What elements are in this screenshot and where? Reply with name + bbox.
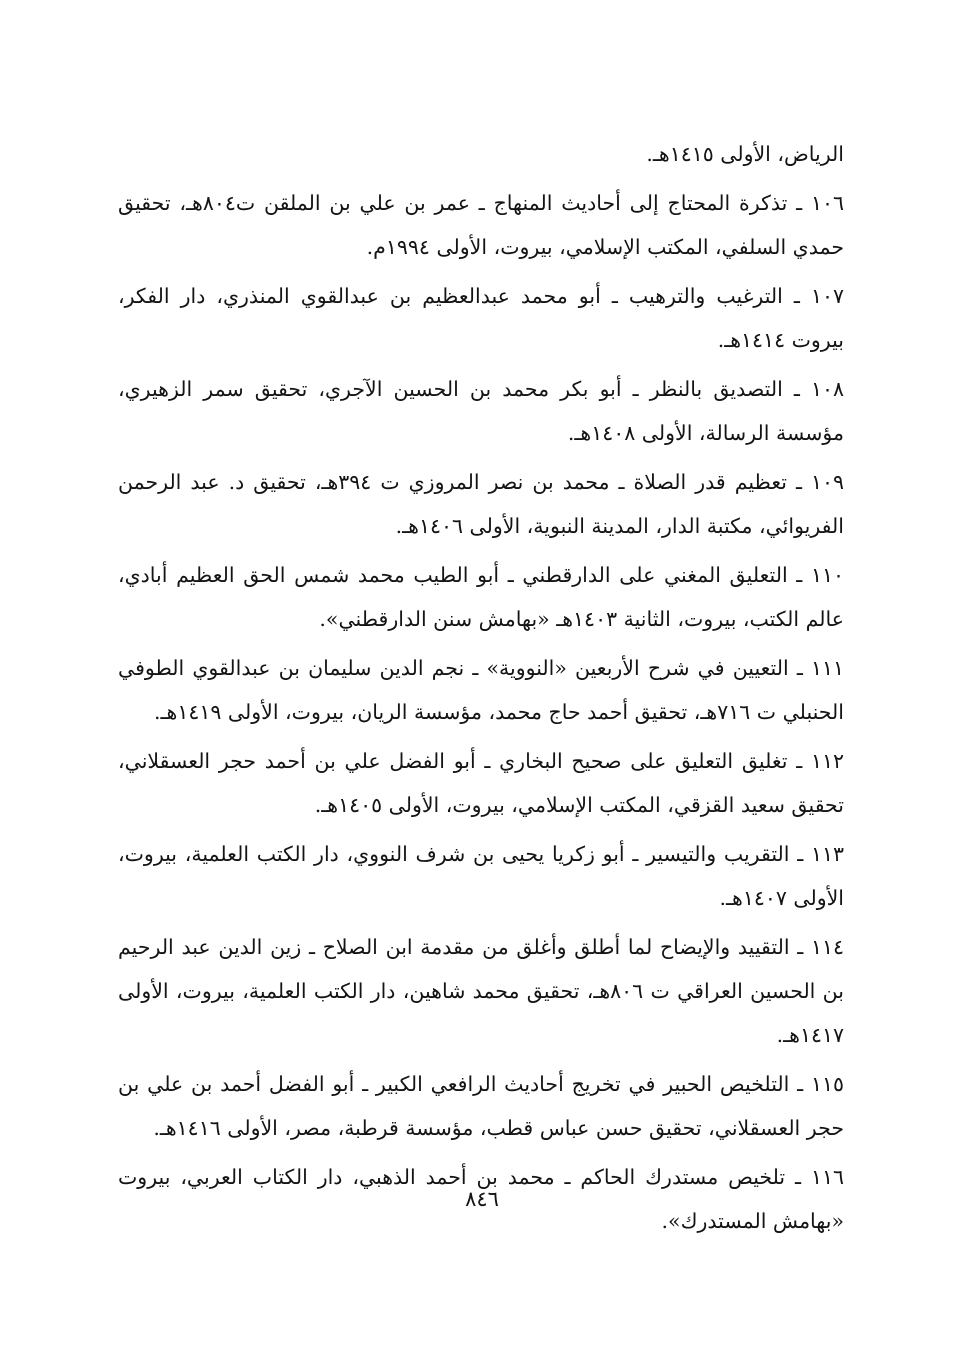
- bibliography-entry-106: [118, 181, 844, 269]
- entry-text: ١١٣ ـ التقريب والتيسير ـ أبو زكريا يحيى بن شرف النووي، دار الكتب العلمية، بيروت، الأولى ١٤٠٧هـ.: [118, 842, 844, 910]
- bibliography-entry-109: [118, 460, 844, 548]
- bibliography-entry-112: [118, 739, 844, 827]
- bibliography-entry-110: [118, 553, 844, 641]
- bibliography-entry-108: [118, 367, 844, 455]
- entry-text: ١١٠ ـ التعليق المغني على الدارقطني ـ أبو الطيب محمد شمس الحق العظيم أبادي، عالم الكتب، بيروت، الثانية ١٤٠٣هـ «بهامش سنن الدارقطني».: [118, 563, 844, 631]
- entry-text: ١١٦ ـ تلخيص مستدرك الحاكم ـ محمد بن أحمد الذهبي، دار الكتاب العربي، بيروت «بهامش المستدرك».: [118, 1165, 844, 1233]
- continuation-line: الرياض، الأولى ١٤١٥هـ.: [646, 142, 844, 166]
- bibliography-list: [118, 132, 844, 1248]
- bibliography-entry-114: [118, 925, 844, 1057]
- entry-text: ١١٥ ـ التلخيص الحبير في تخريج أحاديث الرافعي الكبير ـ أبو الفضل أحمد بن علي بن حجر العسقلاني، تحقيق حسن عباس قطب، مؤسسة قرطبة، مصر، الأولى ١٤١٦هـ.: [118, 1072, 844, 1140]
- entry-text: ١٠٨ ـ التصديق بالنظر ـ أبو بكر محمد بن الحسين الآجري، تحقيق سمر الزهيري، مؤسسة الرسالة، الأولى ١٤٠٨هـ.: [118, 377, 844, 445]
- bibliography-entry-115: [118, 1062, 844, 1150]
- entry-text: ١٠٦ ـ تذكرة المحتاج إلى أحاديث المنهاج ـ عمر بن علي بن الملقن ت٨٠٤هـ، تحقيق حمدي السلفي، المكتب الإسلامي، بيروت، الأولى ١٩٩٤م.: [118, 191, 844, 259]
- bibliography-entry-113: [118, 832, 844, 920]
- page-number: ٨٤٦: [465, 1187, 499, 1211]
- bibliography-entry-111: [118, 646, 844, 734]
- bibliography-entry-107: [118, 274, 844, 362]
- entry-text: ١١٢ ـ تغليق التعليق على صحيح البخاري ـ أبو الفضل علي بن أحمد حجر العسقلاني، تحقيق سعيد القزقي، المكتب الإسلامي، بيروت، الأولى ١٤٠٥هـ.: [118, 749, 844, 817]
- entry-text: ١٠٩ ـ تعظيم قدر الصلاة ـ محمد بن نصر المروزي ت ٣٩٤هـ، تحقيق د. عبد الرحمن الفريوائي، مكتبة الدار، المدينة النبوية، الأولى ١٤٠٦هـ.: [118, 470, 845, 538]
- entry-text: ١١٤ ـ التقييد والإيضاح لما أطلق وأغلق من مقدمة ابن الصلاح ـ زين الدين عبد الرحيم بن الحسين العراقي ت ٨٠٦هـ، تحقيق محمد شاهين، دار الكتب العلمية، بيروت، الأولى ١٤١٧هـ.: [118, 935, 844, 1047]
- entry-text: ١٠٧ ـ الترغيب والترهيب ـ أبو محمد عبدالعظيم بن عبدالقوي المنذري، دار الفكر، بيروت ١٤١٤هـ.: [118, 284, 844, 352]
- entry-text: ١١١ ـ التعيين في شرح الأربعين «النووية» ـ نجم الدين سليمان بن عبدالقوي الطوفي الحنبلي ت ٧١٦هـ، تحقيق أحمد حاج محمد، مؤسسة الريان، بيروت، الأولى ١٤١٩هـ.: [118, 656, 844, 724]
